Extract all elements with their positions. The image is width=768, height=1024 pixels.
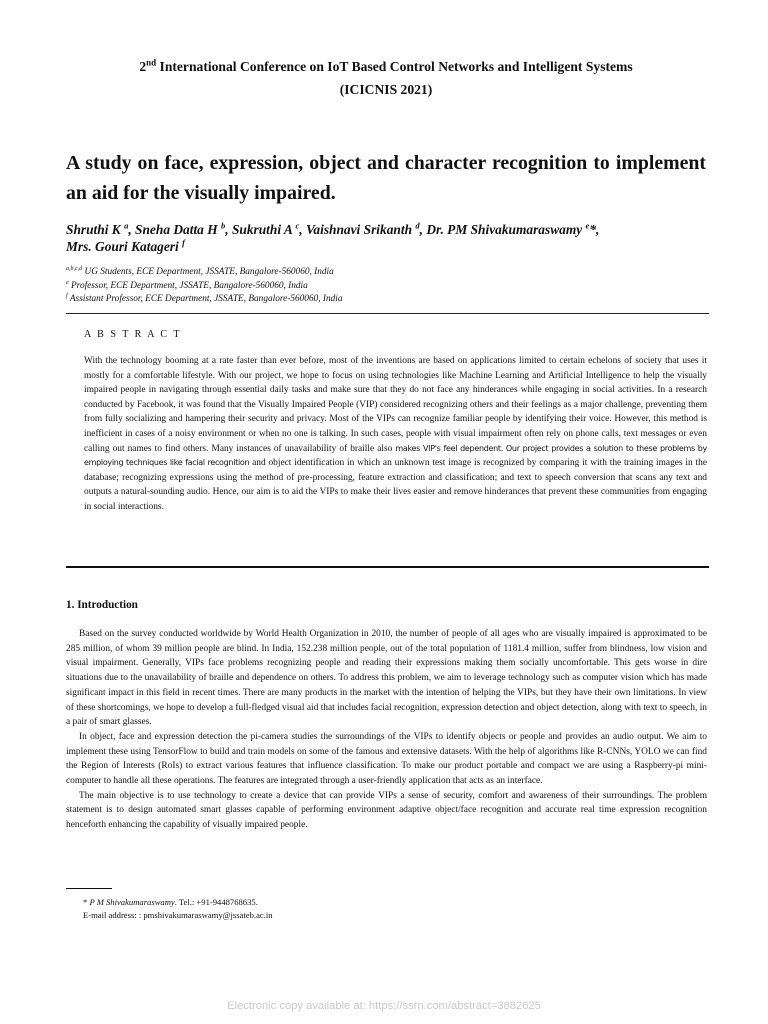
abstract-alt-font-text: makes VIP's feel dependent. Our project provides a solution to these problems by employing techniques like facial recognition xyxy=(84,443,707,468)
author: Dr. PM Shivakumaraswamy $^e$*, xyxy=(426,220,600,237)
footnote-contact: * P M Shivakumaraswamy. Tel.: +91-9448768635. xyxy=(83,897,258,907)
abstract-heading: A B S T R A C T xyxy=(84,329,182,340)
abstract-top-rule xyxy=(66,313,709,314)
introduction-body xyxy=(66,627,707,833)
abstract-bottom-rule xyxy=(66,566,709,568)
author: Vaishnavi Srikanth $^d$, xyxy=(305,220,427,237)
conference-name: 2nd International Conference on IoT Based Control Networks and Intelligent Systems xyxy=(139,57,633,74)
author: Mrs. Gouri Katageri $^f$ xyxy=(66,237,185,254)
paragraph: In object, face and expression detection the pi-camera studies the surroundings of the VIPs to identify objects or people and provides an audio output. We aim to implement these using TensorFlow to build and train models on some of the famous and extensive datasets. With the help of algorithms like R-CNNs, YOLO we can find the Region of Interests (RoIs) to extract various features that influence classification. To make our product portable and compact we are using a Raspberry-pi mini-computer to handle all these operations. The features are integrated through a user-friendly application that acts as an interface. xyxy=(66,731,707,787)
paper-title: A study on face, expression, object and character recognition to implement an aid for the visually impaired. xyxy=(66,152,706,204)
author-list xyxy=(66,221,706,255)
abstract-body: With the technology booming at a rate faster than ever before, most of the inventions are based on applications limited to certain echelons of society that uses it mostly for a comfortable lifestyle. With our project, we hope to focus on using technologies like Machine Learning and Artificial Intelligence to help the visually impaired people in navigating through essential daily tasks and make sure that they do not face any hinderances while engaging in social activities. In a research conducted by Facebook, it was found that the Visually Impaired People (VIP) considered recognizing others and their feelings as a major challenge, preventing them from fully socializing and hampering their security and privacy. Most of the VIPs can recognize familiar people by identifying their voice. However, this method is inefficient in cases of a noisy environment or when no one is talking. In such cases, people with visual impairment often rely on phone calls, text messages or even calling out names to find others. Many instances of unavailability of braille also makes VIP's feel dependent. Our project provides a solution to these problems by employing techniques like facial recognition and object identification in which an unknown test image is recognized by comparing it with the training images in the database; recognizing expressions using the method of pre-processing, feature extraction and classification; and text to speech conversion that scans any text and outputs a natural-sounding audio. Hence, our aim is to aid the VIPs to make their lives easier and remove hinderances that prevent these communities from engaging in social interactions. xyxy=(84,356,708,512)
conference-header xyxy=(66,55,706,101)
paragraph: The main objective is to use technology to create a device that can provide VIPs a sense of security, comfort and awareness of their surroundings. The problem statement is to design automated smart glasses capable of performing environment adaptive object/face recognition and accurate real time expression recognition henceforth enhancing the capability of visually impaired people. xyxy=(66,790,707,831)
section-heading-introduction: 1. Introduction xyxy=(66,599,138,611)
paragraph: Based on the survey conducted worldwide by World Health Organization in 2010, the number of people of all ages who are visually impaired is approximated to be 285 million, of whom 39 million people are blind. In India, 152.238 million people, out of the total population of 1181.4 million, suffer from blindness, low vision and visual impairment. Generally, VIPs face problems recognizing people and reading their expressions making them socially uncomfortable. This gets worse in dire situations due to the unavailability of braille and dependence on others. To address this problem, we aim to leverage technology such as computer vision which has made significant impact in this field in recent times. There are many products in the market with the intention of helping the VIPs, but they have their own limitations. In view of these shortcomings, we hope to develop a full-fledged visual aid that includes facial recognition, expression detection and object detection, along with text to speech, in a pair of smart glasses. xyxy=(66,629,707,728)
affiliation: $^{a,b,c,d}$ UG Students, ECE Department, JSSATE, Bangalore-560060, India xyxy=(66,265,334,277)
conference-acronym: (ICICNIS 2021) xyxy=(339,82,433,97)
affiliation: $^f$ Assistant Professor, ECE Department, JSSATE, Bangalore-560060, India xyxy=(66,292,343,304)
affiliation: $^e$ Professor, ECE Department, JSSATE, Bangalore-560060, India xyxy=(66,279,308,291)
footnote-email: E-mail address: : pmshivakumaraswamy@jssateb.ac.in xyxy=(83,909,273,920)
author: Sukruthi A $^c$, xyxy=(231,220,306,237)
ssrn-footer: Electronic copy available at: https://ssrn.com/abstract=3882625 xyxy=(227,1000,541,1012)
footnote-rule xyxy=(66,888,112,889)
affiliations xyxy=(66,266,706,307)
author: Sneha Datta H $^b$, xyxy=(135,220,232,237)
footnote xyxy=(83,896,273,921)
author: Shruthi K $^a$, xyxy=(66,220,136,237)
